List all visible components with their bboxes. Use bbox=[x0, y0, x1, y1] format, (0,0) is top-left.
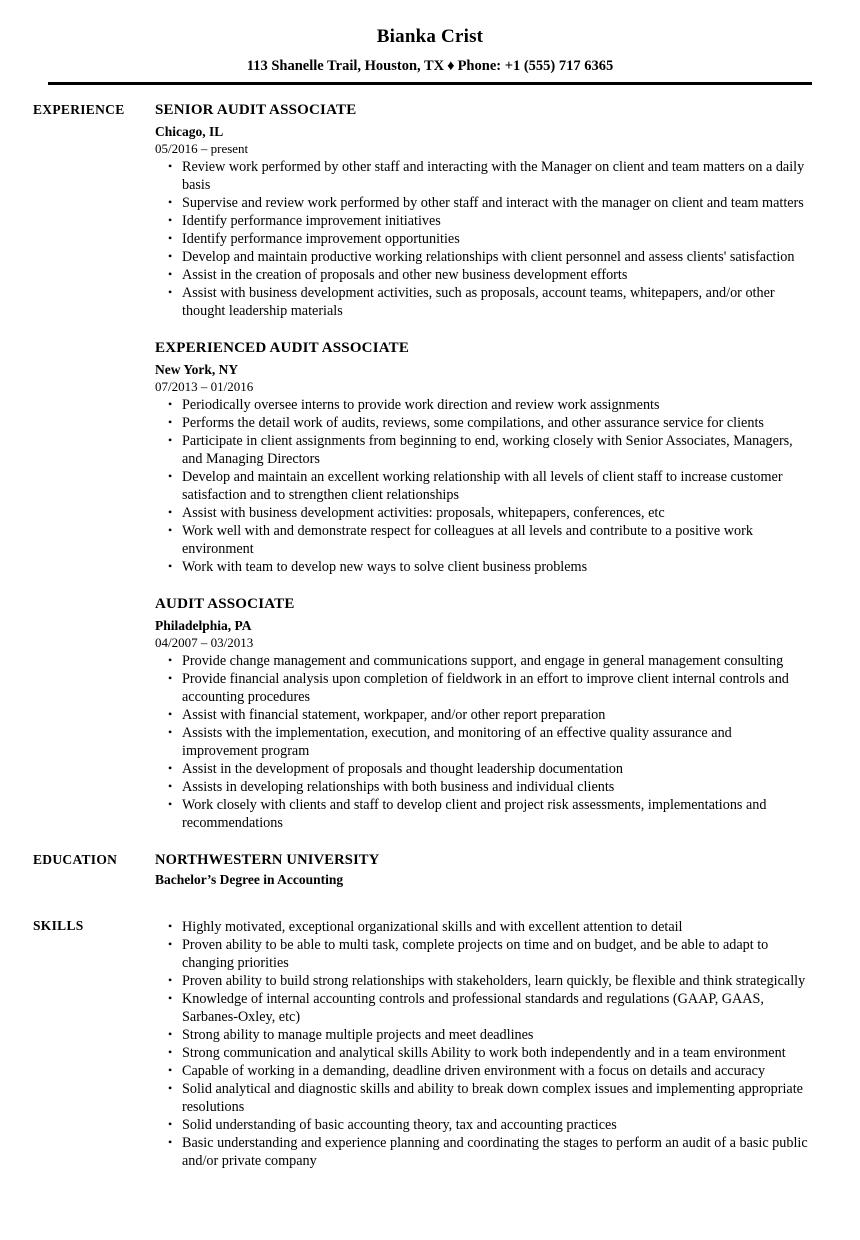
job-bullet-list bbox=[155, 652, 810, 832]
job-dates: 04/2007 – 03/2013 bbox=[155, 635, 254, 650]
education-degree: Bachelor’s Degree in Accounting bbox=[155, 872, 344, 887]
skill-bullet: • Capable of working in a demanding, deadline driven environment with a focus on details and accuracy bbox=[155, 1062, 810, 1080]
job-bullet: • Identify performance improvement opportunities bbox=[155, 230, 810, 248]
section-experience bbox=[0, 101, 860, 832]
job-bullet: • Work closely with clients and staff to develop client and project risk assessments, implementations and recommendations bbox=[155, 796, 810, 832]
section-skills bbox=[0, 917, 860, 1170]
diamond-separator-icon: ♦ bbox=[447, 58, 455, 74]
job-bullet: • Review work performed by other staff and interacting with the Manager on client and team matters on a daily basis bbox=[155, 158, 810, 194]
job-entry bbox=[155, 595, 810, 832]
job-bullet: • Assist in the development of proposals and thought leadership documentation bbox=[155, 760, 810, 778]
job-bullet: • Identify performance improvement initiatives bbox=[155, 212, 810, 230]
job-location: New York, NY bbox=[155, 362, 239, 377]
skills-entries bbox=[155, 917, 860, 1170]
job-bullet: • Periodically oversee interns to provide work direction and review work assignments bbox=[155, 396, 810, 414]
job-title: SENIOR AUDIT ASSOCIATE bbox=[155, 102, 357, 118]
header-divider bbox=[48, 82, 812, 85]
section-education bbox=[0, 851, 860, 889]
skill-bullet: • Solid understanding of basic accounting theory, tax and accounting practices bbox=[155, 1116, 810, 1134]
job-entry bbox=[155, 339, 810, 576]
candidate-address: 113 Shanelle Trail, Houston, TX bbox=[246, 58, 445, 74]
job-bullet: • Assist with business development activities, such as proposals, account teams, whitepapers, and/or other thought leadership materials bbox=[155, 284, 810, 320]
skill-bullet: • Strong ability to manage multiple projects and meet deadlines bbox=[155, 1026, 810, 1044]
job-bullet: • Provide financial analysis upon completion of fieldwork in an effort to improve client internal controls and accounting procedures bbox=[155, 670, 810, 706]
job-bullet: • Develop and maintain productive working relationships with client personnel and assess clients' satisfaction bbox=[155, 248, 810, 266]
candidate-contact-line bbox=[0, 57, 860, 75]
skill-bullet: • Knowledge of internal accounting controls and professional standards and regulations (GAAP, GAAS, Sarbanes-Oxley, etc) bbox=[155, 990, 810, 1026]
job-bullet: • Supervise and review work performed by other staff and interact with the manager on client and team matters bbox=[155, 194, 810, 212]
experience-entries bbox=[155, 101, 860, 832]
job-title: EXPERIENCED AUDIT ASSOCIATE bbox=[155, 340, 410, 356]
job-title: AUDIT ASSOCIATE bbox=[155, 596, 295, 612]
job-dates: 07/2013 – 01/2016 bbox=[155, 379, 254, 394]
job-bullet: • Work well with and demonstrate respect for colleagues at all levels and contribute to a positive work environment bbox=[155, 522, 810, 558]
education-school: NORTHWESTERN UNIVERSITY bbox=[155, 852, 380, 868]
job-bullet: • Performs the detail work of audits, reviews, some compilations, and other assurance service for clients bbox=[155, 414, 810, 432]
job-bullet-list bbox=[155, 158, 810, 320]
job-bullet: • Assists with the implementation, execution, and monitoring of an effective quality assurance and improvement program bbox=[155, 724, 810, 760]
candidate-phone: Phone: +1 (555) 717 6365 bbox=[457, 58, 614, 74]
skill-bullet: • Proven ability to be able to multi task, complete projects on time and on budget, and be able to adapt to changing priorities bbox=[155, 936, 810, 972]
job-bullet: • Assist with business development activities: proposals, whitepapers, conferences, etc bbox=[155, 504, 810, 522]
job-bullet: • Assists in developing relationships with both business and individual clients bbox=[155, 778, 810, 796]
job-bullet: • Participate in client assignments from beginning to end, working closely with Senior Associates, Managers, and Managing Directors bbox=[155, 432, 810, 468]
skill-bullet: • Highly motivated, exceptional organizational skills and with excellent attention to detail bbox=[155, 918, 810, 936]
job-bullet: • Provide change management and communications support, and engage in general management consulting bbox=[155, 652, 810, 670]
job-dates: 05/2016 – present bbox=[155, 141, 249, 156]
skill-bullet: • Solid analytical and diagnostic skills and ability to break down complex issues and implementing appropriate resolutions bbox=[155, 1080, 810, 1116]
skill-bullet: • Proven ability to build strong relationships with stakeholders, learn quickly, be flexible and think strategically bbox=[155, 972, 810, 990]
resume-body bbox=[0, 101, 860, 1170]
candidate-name: Bianka Crist bbox=[376, 26, 484, 47]
education-entries bbox=[155, 851, 860, 889]
skill-bullet: • Strong communication and analytical skills Ability to work both independently and in a team environment bbox=[155, 1044, 810, 1062]
job-bullet: • Assist with financial statement, workpaper, and/or other report preparation bbox=[155, 706, 810, 724]
job-bullet: • Assist in the creation of proposals and other new business development efforts bbox=[155, 266, 810, 284]
job-entry bbox=[155, 101, 810, 320]
job-location: Chicago, IL bbox=[155, 124, 224, 139]
job-bullet-list bbox=[155, 396, 810, 576]
skill-bullet: • Basic understanding and experience planning and coordinating the stages to perform an audit of a basic public and/or private company bbox=[155, 1134, 810, 1170]
resume-header bbox=[0, 0, 860, 85]
section-label-skills: SKILLS bbox=[33, 918, 84, 933]
section-label-education: EDUCATION bbox=[33, 852, 118, 867]
skills-bullet-list bbox=[155, 918, 810, 1170]
job-location: Philadelphia, PA bbox=[155, 618, 252, 633]
job-bullet: • Develop and maintain an excellent working relationship with all levels of client staff to increase customer satisfaction and to strengthen client relationships bbox=[155, 468, 810, 504]
section-label-experience: EXPERIENCE bbox=[33, 102, 125, 117]
job-bullet: • Work with team to develop new ways to solve client business problems bbox=[155, 558, 810, 576]
